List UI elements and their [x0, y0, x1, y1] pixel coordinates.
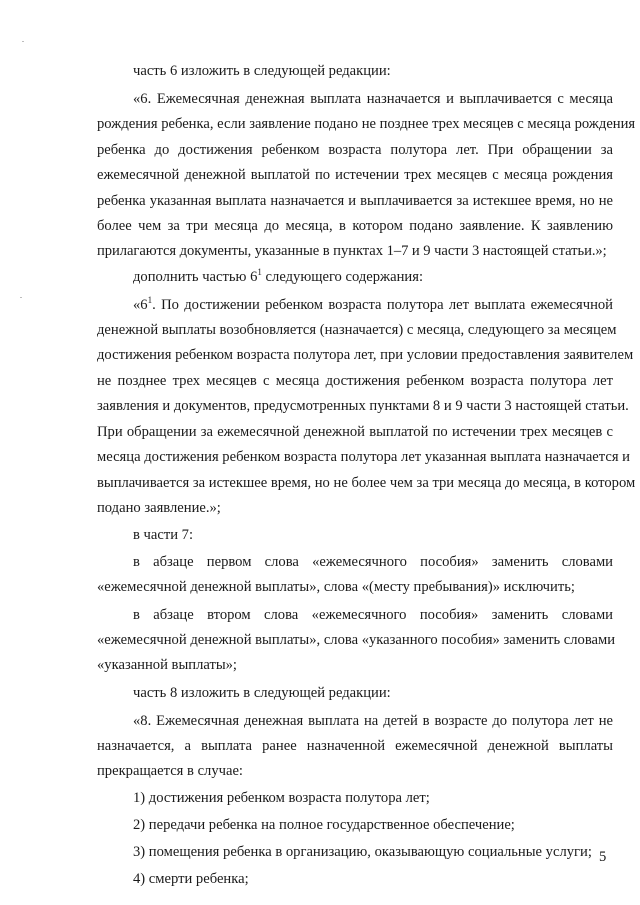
paragraph-line: денежной выплаты возобновляется (назначается) с месяца, следующего за месяцем	[97, 322, 617, 338]
list-item: 1) достижения ребенком возраста полутора лет;	[133, 790, 430, 806]
list-item: 4) смерти ребенка;	[133, 871, 249, 887]
page-number: 5	[599, 849, 607, 865]
paragraph-line	[133, 268, 423, 286]
paragraph-line: рождения ребенка, если заявление подано не позднее трех месяцев с месяца рождения	[97, 116, 636, 132]
paragraph-line: месяца достижения ребенком возраста полутора лет указанная выплата назначается и	[97, 449, 630, 465]
paragraph-line: «6. Ежемесячная денежная выплата назначается и выплачивается с месяца	[133, 91, 613, 107]
paragraph-line: в части 7:	[133, 527, 194, 543]
paragraph-line: достижения ребенком возраста полутора лет, при условии предоставления заявителем	[97, 347, 634, 363]
text-run: «6	[133, 297, 148, 313]
paragraph-line: «8. Ежемесячная денежная выплата на детей в возрасте до полутора лет не	[133, 713, 613, 729]
paragraph-line: часть 6 изложить в следующей редакции:	[133, 63, 391, 79]
paragraph-line: в абзаце первом слова «ежемесячного пособия» заменить словами	[133, 554, 613, 570]
paragraph-line: «ежемесячной денежной выплаты», слова «указанного пособия» заменить словами	[97, 632, 616, 648]
superscript: 1	[147, 295, 153, 305]
paragraph-line: подано заявление.»;	[97, 500, 221, 516]
scan-speck	[22, 41, 24, 42]
paragraph-line: ежемесячной денежной выплатой по истечении трех месяцев с месяца рождения	[97, 167, 613, 183]
scan-speck	[20, 297, 22, 298]
list-item: 3) помещения ребенка в организацию, оказывающую социальные услуги;	[133, 844, 592, 860]
paragraph-line: прилагаются документы, указанные в пунктах 1–7 и 9 части 3 настоящей статьи.»;	[97, 243, 607, 259]
paragraph-line: «указанной выплаты»;	[97, 657, 237, 673]
paragraph-line: в абзаце втором слова «ежемесячного пособия» заменить словами	[133, 607, 613, 623]
paragraph-line: часть 8 изложить в следующей редакции:	[133, 685, 391, 701]
paragraph-line: ребенка до достижения ребенком возраста полутора лет. При обращении за	[97, 142, 613, 158]
paragraph-line: более чем за три месяца до месяца, в котором подано заявление. К заявлению	[97, 218, 613, 234]
paragraph-line	[133, 296, 613, 314]
paragraph-line: заявления и документов, предусмотренных пунктами 8 и 9 части 3 настоящей статьи.	[97, 398, 629, 414]
text-run: . По достижении ребенком возраста полутора лет выплата ежемесячной	[152, 297, 613, 313]
paragraph-line: назначается, а выплата ранее назначенной ежемесячной денежной выплаты	[97, 738, 613, 754]
text-run: следующего содержания:	[261, 269, 424, 285]
paragraph-line: прекращается в случае:	[97, 763, 243, 779]
list-item: 2) передачи ребенка на полное государственное обеспечение;	[133, 817, 515, 833]
text-run: дополнить частью 6	[133, 269, 258, 285]
paragraph-line: выплачивается за истекшее время, но не более чем за три месяца до месяца, в котором	[97, 475, 636, 491]
paragraph-line: «ежемесячной денежной выплаты», слова «(месту пребывания)» исключить;	[97, 579, 575, 595]
superscript: 1	[257, 267, 262, 277]
paragraph-line: не позднее трех месяцев с месяца достижения ребенком возраста полутора лет	[97, 373, 613, 389]
paragraph-line: При обращении за ежемесячной денежной выплатой по истечении трех месяцев с	[97, 424, 613, 440]
paragraph-line: ребенка указанная выплата назначается и выплачивается за истекшее время, но не	[97, 193, 613, 209]
